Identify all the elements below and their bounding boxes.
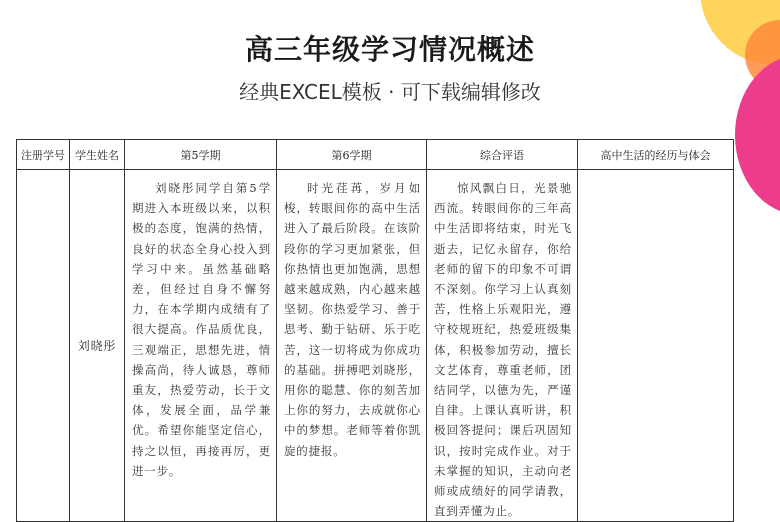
column-header-experience[interactable]: 高中生活的经历与体会 — [578, 140, 734, 170]
table-header-row — [17, 140, 734, 170]
student-table — [16, 139, 734, 522]
page-title: 高三年级学习情况概述 — [244, 33, 535, 66]
table-row — [17, 170, 734, 522]
page-subtitle: 经典EXCEL模板 · 可下载编辑修改 — [239, 80, 541, 104]
cell-student-name[interactable]: 刘晓彤 — [70, 170, 125, 522]
cell-experience[interactable] — [578, 170, 734, 522]
cell-student-id[interactable] — [17, 170, 70, 522]
cell-semester6[interactable]: 时光荏苒，岁月如梭，转眼间你的高中生活进入了最后阶段。在该阶段你的学习更加紧张，但你热情也更加饱满，思想越来越成熟，内心越来越坚韧。你热爱学习、善于思考、勤于钻研、乐于吃苦，这一切将成为你成功的基础。拼搏吧刘晓彤，用你的聪慧、你的刻苦加上你的努力，去成就你心中的梦想。老师等着你凯旋的捷报。 — [277, 170, 427, 522]
cell-comment[interactable]: 惊风飘白日，光景驰西流。转眼间你的三年高中生活即将结束，时光飞逝去，记忆永留存，你给老师的留下的印象不可谓不深刻。你学习上认真刻苦，性格上乐观阳光，遵守校规班纪，热爱班级集体，积极参加劳动，擅长文艺体育，尊重老师，团结同学，以德为先，严谨自律。上课认真听讲，积极回答提问；课后巩固知识，按时完成作业。对于未掌握的知识，主动向老师或成绩好的同学请教，直到弄懂为止。 — [427, 170, 578, 522]
column-header-student-id[interactable]: 注册学号 — [17, 140, 70, 170]
column-header-name[interactable]: 学生姓名 — [70, 140, 125, 170]
column-header-semester5[interactable]: 第5学期 — [125, 140, 277, 170]
column-header-comment[interactable]: 综合评语 — [427, 140, 578, 170]
column-header-semester6[interactable]: 第6学期 — [277, 140, 427, 170]
cell-semester5[interactable]: 刘晓彤同学自第5学期进入本班级以来，以积极的态度，饱满的热情，良好的状态全身心投入到学习中来。虽然基础略差，但经过自身不懈努力，在本学期内成绩有了很大提高。作品质优良，三观端正，思想先进，情操高尚，待人诚恳，尊师重友，热爱劳动，长于文体，发展全面，品学兼优。希望你能坚定信心，持之以恒，再接再厉，更进一步。 — [125, 170, 277, 522]
